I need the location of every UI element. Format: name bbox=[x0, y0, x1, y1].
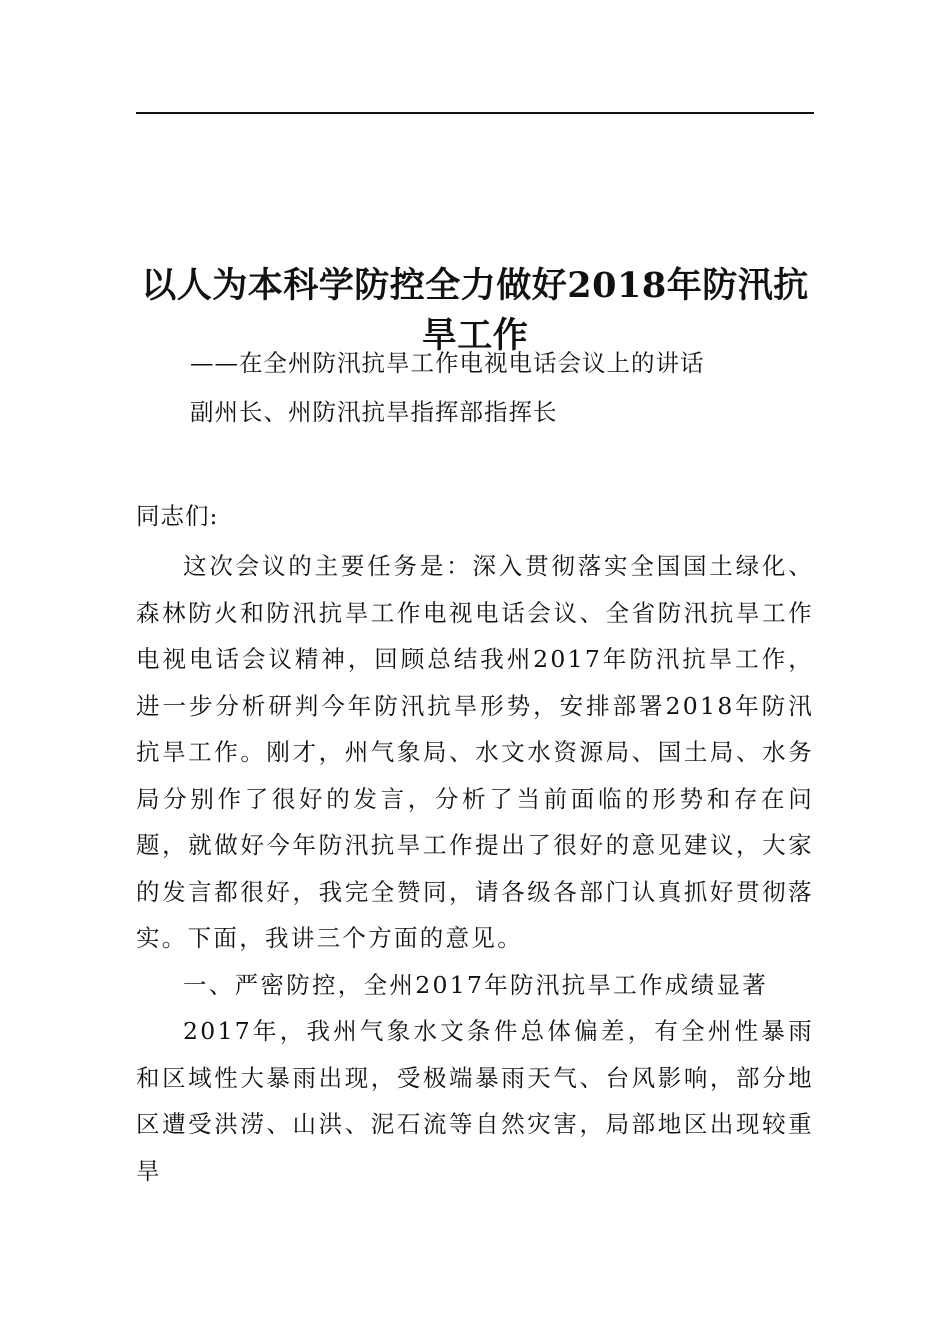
document-title: 以人为本科学防控全力做好2018年防汛抗旱工作 bbox=[141, 265, 809, 357]
section-heading-1: 一、严密防控，全州2017年防汛抗旱工作成绩显著 bbox=[183, 970, 769, 999]
document-subtitle: ——在全州防汛抗旱工作电视电话会议上的讲话 bbox=[190, 349, 705, 377]
header-rule bbox=[136, 112, 814, 114]
body-text bbox=[136, 543, 814, 1194]
speaker-title: 副州长、州防汛抗旱指挥部指挥长 bbox=[190, 398, 558, 426]
paragraph-intro: 这次会议的主要任务是：深入贯彻落实全国国土绿化、森林防火和防汛抗旱工作电视电话会议、全省防汛抗旱工作电视电话会议精神，回顾总结我州2017年防汛抗旱工作，进一步分析研判今年防汛抗旱形势，安排部署2018年防汛抗旱工作。刚才，州气象局、水文水资源局、国土局、水务局分别作了很好的发言，分析了当前面临的形势和存在问题，就做好今年防汛抗旱工作提出了很好的意见建议，大家的发言都很好，我完全赞同，请各级各部门认真抓好贯彻落实。下面，我讲三个方面的意见。 bbox=[136, 552, 814, 952]
salutation: 同志们: bbox=[136, 502, 219, 530]
paragraph-2017-review: 2017年，我州气象水文条件总体偏差，有全州性暴雨和区域性大暴雨出现，受极端暴雨天气、台风影响，部分地区遭受洪涝、山洪、泥石流等自然灾害，局部地区出现较重旱 bbox=[136, 1017, 814, 1185]
